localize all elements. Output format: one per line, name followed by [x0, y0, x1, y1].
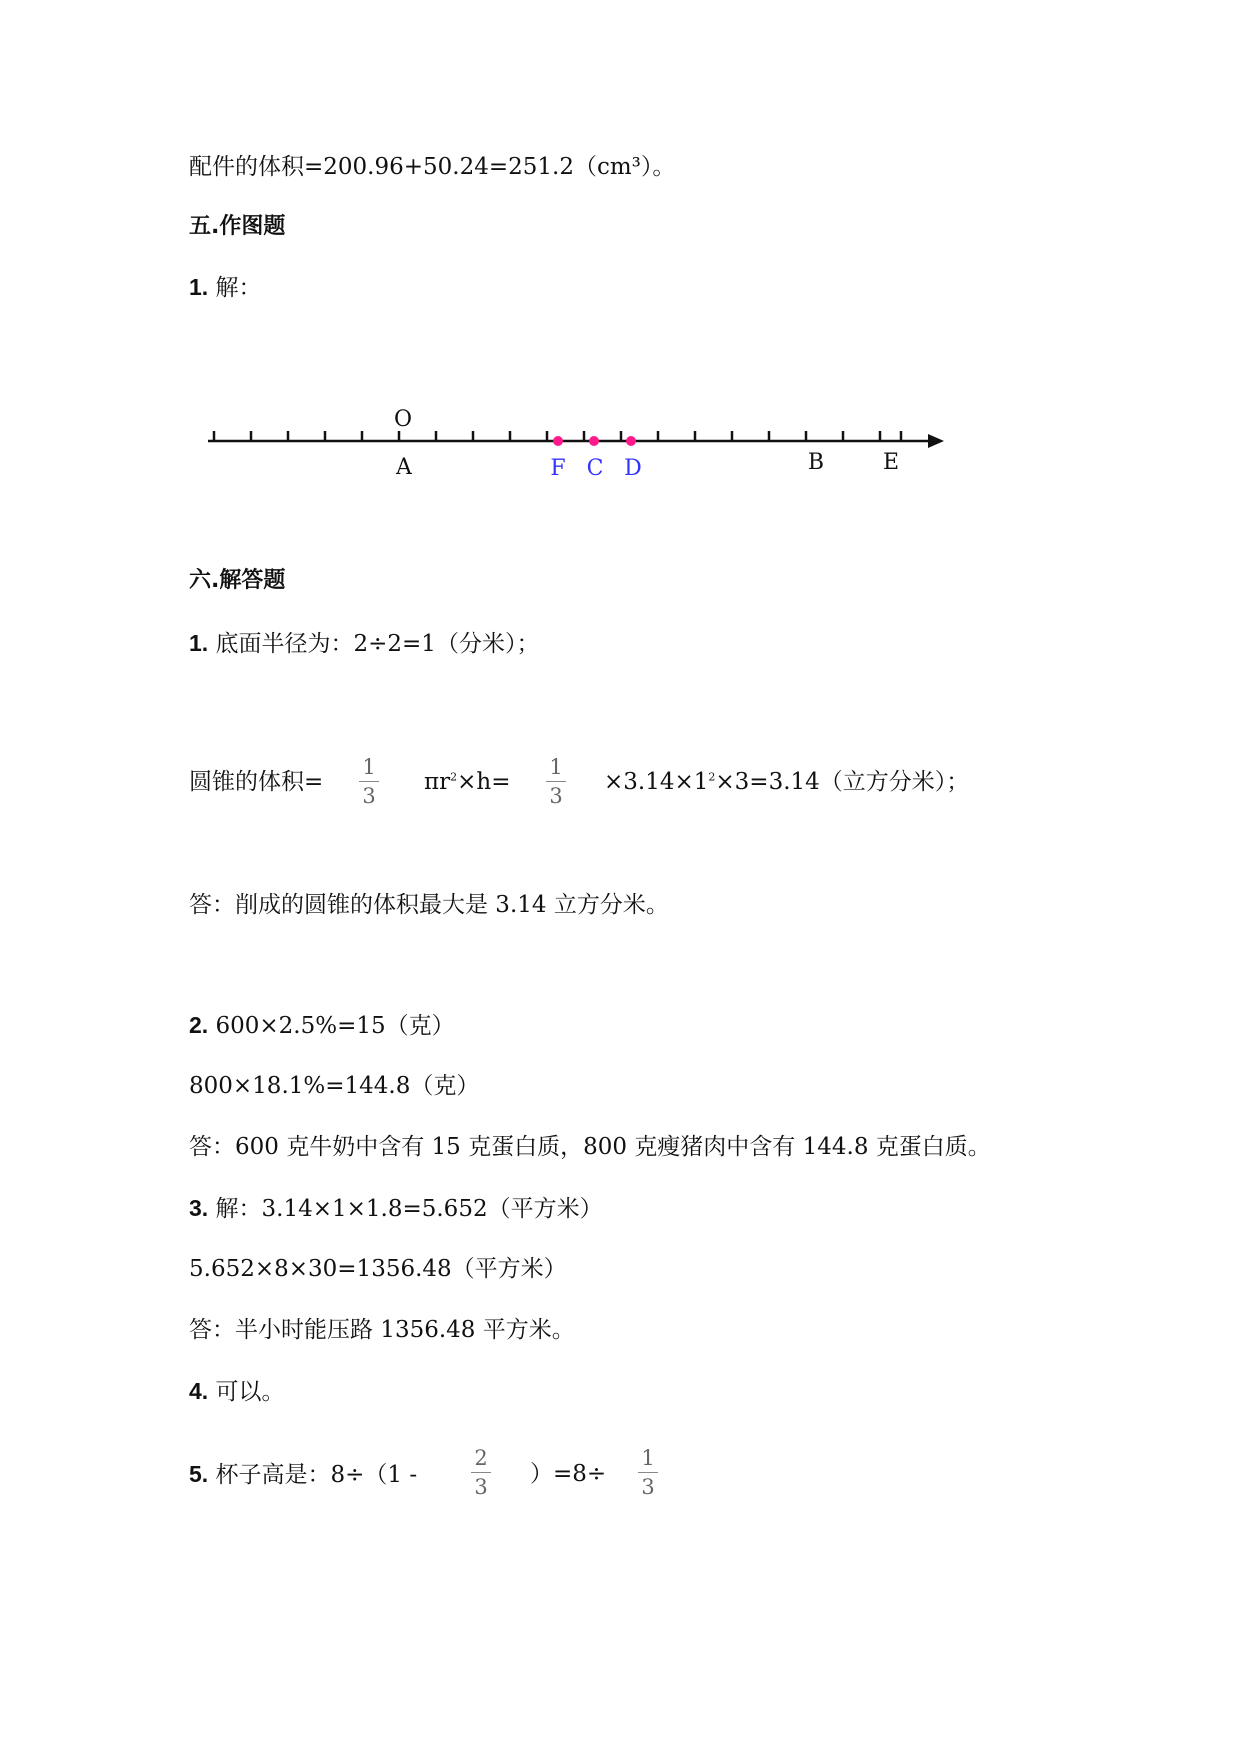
number-line-arrow — [928, 434, 944, 448]
q6-1-number: 1. — [189, 630, 209, 656]
exponent: 2 — [450, 770, 458, 784]
q6-2-line1 — [189, 1010, 455, 1041]
number-line-figure — [190, 395, 950, 495]
label-C: C — [586, 456, 604, 481]
q5-1-text: 解： — [215, 275, 262, 301]
q6-1-volume-label: 圆锥的体积= — [189, 769, 324, 795]
q6-3-line1 — [189, 1193, 603, 1224]
q5-1-line — [189, 272, 262, 303]
fraction-numerator: 2 — [474, 1446, 488, 1470]
q5-1-number: 1. — [189, 274, 209, 300]
q6-3-calc1: 解：3.14×1×1.8=5.652（平方米） — [215, 1196, 603, 1222]
point-C-marker — [589, 436, 599, 446]
fraction-denominator: 3 — [362, 784, 376, 808]
label-A: A — [396, 455, 412, 480]
fraction-bar — [359, 781, 379, 782]
q6-1-fraction-2 — [544, 755, 568, 808]
fraction-bar — [471, 1472, 491, 1473]
label-F: F — [550, 456, 566, 481]
point-F-marker — [553, 436, 563, 446]
fraction-bar — [638, 1472, 658, 1473]
times-h-text: ×h= — [457, 769, 511, 795]
q6-5-text-a: 杯子高是：8÷（1 - — [215, 1462, 418, 1488]
point-D-marker — [626, 436, 636, 446]
q6-2-answer: 答：600 克牛奶中含有 15 克蛋白质，800 克瘦猪肉中含有 144.8 克蛋白质。 — [189, 1134, 991, 1160]
fraction-denominator: 3 — [474, 1475, 488, 1499]
fraction-numerator: 1 — [641, 1446, 655, 1470]
fraction-numerator: 1 — [549, 755, 563, 779]
calc-result: ×3=3.14（立方分米）； — [715, 769, 970, 795]
calc-text: ×3.14×1 — [604, 769, 709, 795]
q6-2-calc2: 800×18.1%=144.8（克） — [189, 1073, 480, 1099]
exponent: 2 — [708, 770, 716, 784]
label-D: D — [624, 456, 642, 481]
fraction-bar — [546, 781, 566, 782]
pi-r-text: πr — [424, 769, 451, 795]
q6-5-fraction-1 — [469, 1446, 493, 1499]
label-B: B — [807, 450, 825, 475]
q6-1-volume-calc — [604, 767, 969, 797]
q6-1-radius-text: 底面半径为：2÷2=1（分米）； — [215, 631, 540, 657]
q6-3-number: 3. — [189, 1195, 209, 1221]
q6-3-calc2: 5.652×8×30=1356.48（平方米） — [189, 1256, 567, 1282]
section-5-title: 五.作图题 — [189, 214, 286, 239]
label-E: E — [882, 450, 900, 475]
q6-5-number: 5. — [189, 1461, 209, 1487]
q6-4-line — [189, 1376, 285, 1407]
q6-3-answer: 答：半小时能压路 1356.48 平方米。 — [189, 1317, 575, 1343]
q6-1-fraction-1 — [357, 755, 381, 808]
section-6-title: 六.解答题 — [189, 568, 286, 593]
q6-4-text: 可以。 — [215, 1379, 285, 1405]
q6-5-text-b: ）=8÷ — [530, 1461, 607, 1487]
q6-5-fraction-2 — [636, 1446, 660, 1499]
q6-1-answer: 答：削成的圆锥的体积最大是 3.14 立方分米。 — [189, 892, 669, 918]
q6-1-pi-r2 — [424, 767, 510, 797]
q6-2-number: 2. — [189, 1012, 209, 1038]
q6-5-line — [189, 1459, 417, 1490]
q6-2-calc1: 600×2.5%=15（克） — [215, 1013, 455, 1039]
fraction-numerator: 1 — [362, 755, 376, 779]
fraction-denominator: 3 — [549, 784, 563, 808]
q6-1-line1 — [189, 628, 539, 659]
volume-result-line: 配件的体积=200.96+50.24=251.2（cm³）。 — [189, 154, 676, 180]
fraction-denominator: 3 — [641, 1475, 655, 1499]
q6-4-number: 4. — [189, 1378, 209, 1404]
label-O: O — [393, 407, 413, 432]
